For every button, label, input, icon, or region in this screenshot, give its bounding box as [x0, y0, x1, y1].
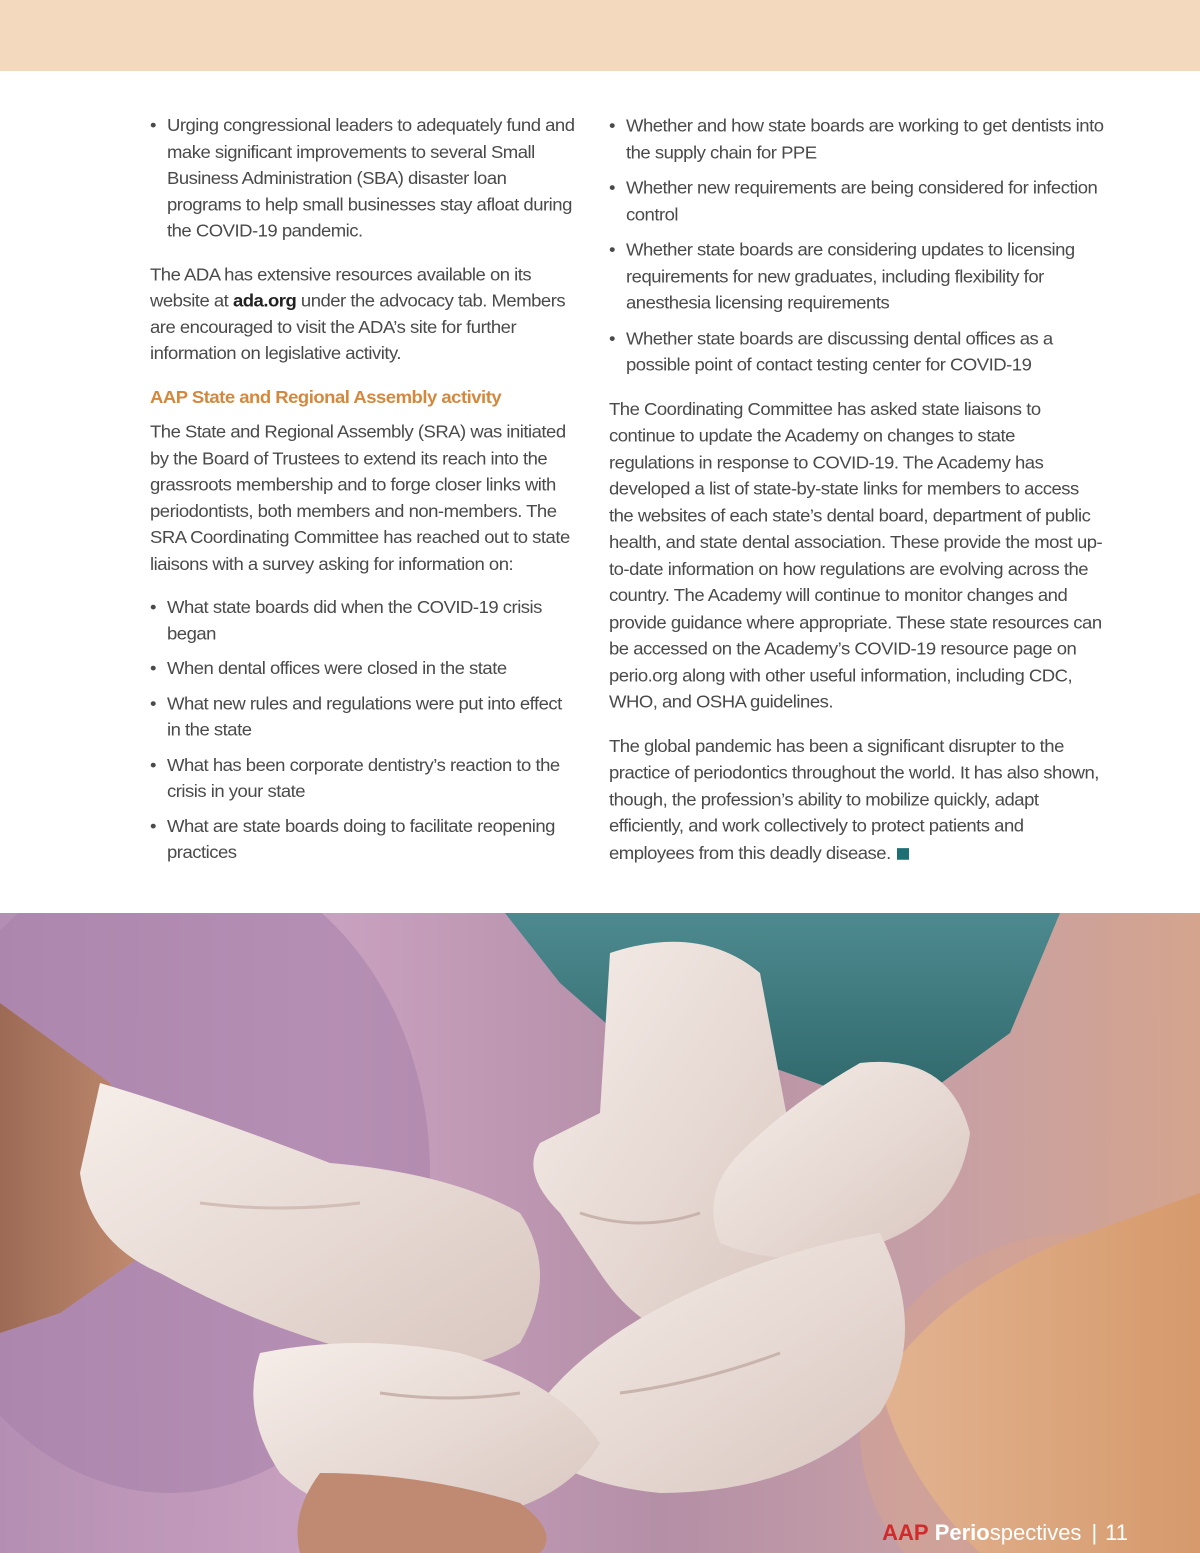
list-item: • Urging congressional leaders to adequately fund and make significant improvements to several Small Business Administration (SBA) disaster loan programs to help small businesses stay afloat during the COVID-19 pandemic. — [150, 112, 575, 244]
list-item: • Whether new requirements are being considered for infection control — [609, 174, 1104, 227]
top-color-band — [0, 0, 1200, 71]
right-column — [609, 112, 1104, 883]
list-item: • Whether state boards are discussing dental offices as a possible point of contact testing center for COVID-19 — [609, 325, 1104, 378]
list-item: • Whether state boards are considering updates to licensing requirements for new graduates, including flexibility for anesthesia licensing requirements — [609, 236, 1104, 316]
list-item: • What are state boards doing to facilitate reopening practices — [150, 813, 575, 866]
gloved-hands-photo — [0, 913, 1200, 1553]
hands-illustration — [0, 913, 1200, 1553]
list-item: • Whether and how state boards are working to get dentists into the supply chain for PPE — [609, 112, 1104, 165]
ada-paragraph: The ADA has extensive resources available on its website at ada.org under the advocacy tab. Members are encouraged to visit the ADA’s site for further information on legislative activity. — [150, 263, 566, 363]
intro-bullet-list — [150, 112, 575, 244]
survey-bullet-list-continued — [609, 112, 1104, 378]
closing-paragraph: The global pandemic has been a significant disrupter to the practice of periodontics throughout the world. It has also shown, though, the profession’s ability to mobilize quickly, adapt efficiently, and work collectively to protect patients and employees from this deadly disease. — [609, 735, 1099, 863]
page-footer — [882, 1520, 1128, 1546]
left-column — [150, 112, 575, 883]
survey-bullet-list — [150, 594, 575, 866]
section-heading: AAP State and Regional Assembly activity — [150, 386, 502, 407]
magazine-name-bold: Perio — [934, 1520, 990, 1545]
sra-paragraph: The State and Regional Assembly (SRA) was initiated by the Board of Trustees to extend its reach into the grassroots membership and to forge closer links with periodontists, both members and non-members. The SRA Coordinating Committee has reached out to state liaisons with a survey asking for information on: — [150, 421, 570, 574]
list-item: • When dental offices were closed in the state — [150, 655, 575, 681]
list-item: • What state boards did when the COVID-19 crisis began — [150, 594, 575, 647]
end-of-article-mark — [897, 848, 909, 860]
magazine-name-rest: spectives — [989, 1520, 1082, 1545]
page-number: 11 — [1105, 1520, 1128, 1545]
list-item: • What has been corporate dentistry’s reaction to the crisis in your state — [150, 751, 575, 804]
list-item: • What new rules and regulations were put into effect in the state — [150, 690, 575, 743]
ada-link[interactable]: ada.org — [232, 290, 297, 311]
footer-separator: | — [1091, 1520, 1098, 1545]
coordinating-committee-paragraph: The Coordinating Committee has asked state liaisons to continue to update the Academy on changes to state regulations in response to COVID-19. The Academy has developed a list of state-by-state links for members to access the websites of each state’s dental board, department of public health, and state dental association. These provide the most up-to-date information on how regulations are evolving across the country. The Academy will continue to monitor changes and provide guidance where appropriate. These state resources can be accessed on the Academy’s COVID-19 resource page on perio.org along with other useful information, including CDC, WHO, and OSHA guidelines. — [609, 398, 1103, 712]
brand-name: AAP — [882, 1520, 929, 1545]
